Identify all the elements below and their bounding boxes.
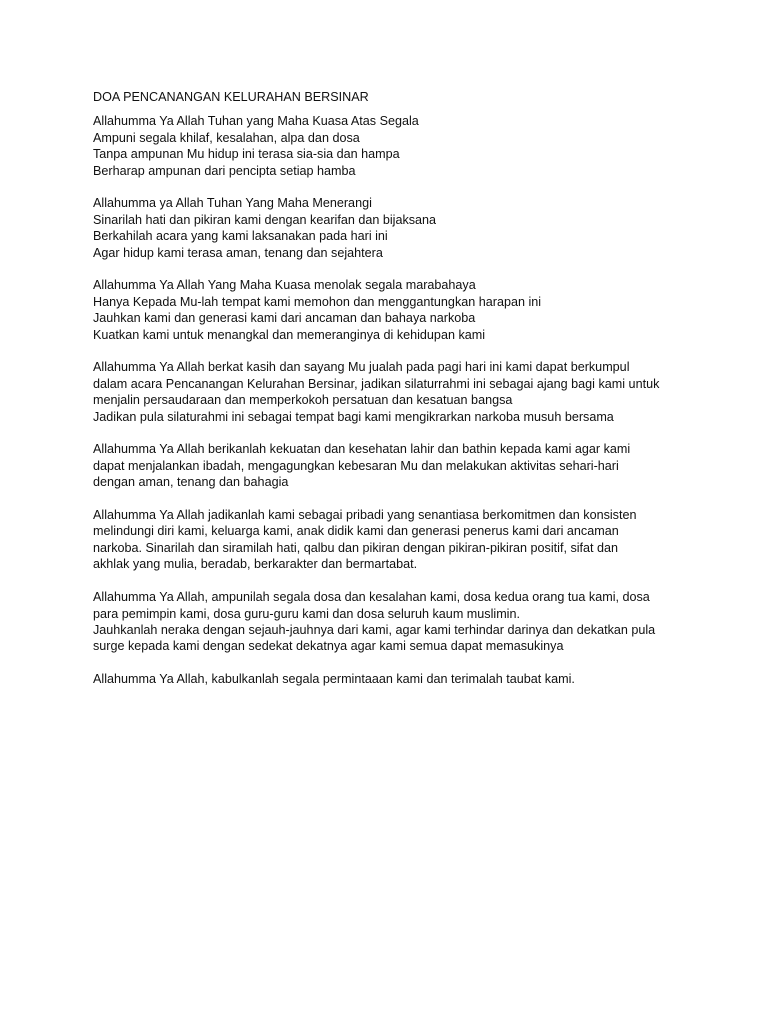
stanza-line: Berharap ampunan dari pencipta setiap hamba: [93, 163, 356, 178]
stanza-line: Agar hidup kami terasa aman, tenang dan sejahtera: [93, 245, 383, 260]
stanza-line: Allahumma Ya Allah berikanlah kekuatan dan kesehatan lahir dan bathin kepada kami agar kami: [93, 442, 631, 457]
document-title: DOA PENCANANGAN KELURAHAN BERSINAR: [93, 90, 369, 104]
stanza-7: [93, 589, 693, 655]
stanza-4: [93, 359, 693, 425]
stanza-line: Allahumma Ya Allah berkat kasih dan sayang Mu jualah pada pagi hari ini kami dapat berkumpul: [93, 360, 630, 375]
stanza-1: [93, 113, 693, 179]
stanza-line: Berkahilah acara yang kami laksanakan pada hari ini: [93, 229, 388, 244]
stanza-5: [93, 441, 693, 490]
stanza-line: dengan aman, tenang dan bahagia: [93, 475, 289, 490]
stanza-line: Allahumma ya Allah Tuhan Yang Maha Menerangi: [93, 196, 372, 211]
stanza-line: Allahumma Ya Allah Tuhan yang Maha Kuasa Atas Segala: [93, 114, 419, 129]
stanza-line: Jadikan pula silaturahmi ini sebagai tempat bagi kami mengikrarkan narkoba musuh bersama: [93, 409, 614, 424]
stanza-line: Jauhkan kami dan generasi kami dari ancaman dan bahaya narkoba: [93, 311, 476, 326]
stanza-line: Allahumma Ya Allah jadikanlah kami sebagai pribadi yang senantiasa berkomitmen dan konsisten: [93, 508, 637, 523]
stanza-line: Ampuni segala khilaf, kesalahan, alpa dan dosa: [93, 130, 360, 145]
stanza-3: [93, 277, 693, 343]
stanza-line: Allahumma Ya Allah, kabulkanlah segala permintaaan kami dan terimalah taubat kami.: [93, 672, 575, 687]
stanza-line: dalam acara Pencanangan Kelurahan Bersinar, jadikan silaturrahmi ini sebagai ajang bagi kami untuk: [93, 376, 660, 391]
stanza-line: Hanya Kepada Mu-lah tempat kami memohon dan menggantungkan harapan ini: [93, 294, 542, 309]
stanza-6: [93, 507, 693, 573]
stanza-line: Sinarilah hati dan pikiran kami dengan kearifan dan bijaksana: [93, 212, 437, 227]
stanza-line: narkoba. Sinarilah dan siramilah hati, qalbu dan pikiran dengan pikiran-pikiran positif, sifat dan: [93, 540, 619, 555]
stanza-list: [93, 113, 693, 687]
stanza-line: melindungi diri kami, keluarga kami, anak didik kami dan generasi penerus kami dari ancaman: [93, 524, 619, 539]
stanza-line: Allahumma Ya Allah, ampunilah segala dosa dan kesalahan kami, dosa kedua orang tua kami, dosa: [93, 590, 650, 605]
stanza-8: [93, 671, 693, 687]
document-content: [93, 89, 693, 704]
stanza-line: dapat menjalankan ibadah, mengagungkan kebesaran Mu dan melakukan aktivitas sehari-hari: [93, 458, 619, 473]
stanza-line: Kuatkan kami untuk menangkal dan memeranginya di kehidupan kami: [93, 327, 486, 342]
stanza-line: para pemimpin kami, dosa guru-guru kami dan dosa seluruh kaum muslimin.: [93, 606, 520, 621]
stanza-2: [93, 195, 693, 261]
stanza-line: menjalin persaudaraan dan memperkokoh persatuan dan kesatuan bangsa: [93, 393, 513, 408]
stanza-line: Jauhkanlah neraka dengan sejauh-jauhnya dari kami, agar kami terhindar darinya dan dekatkan pula: [93, 622, 656, 637]
stanza-line: akhlak yang mulia, beradab, berkarakter dan bermartabat.: [93, 557, 418, 572]
stanza-line: Allahumma Ya Allah Yang Maha Kuasa menolak segala marabahaya: [93, 278, 476, 293]
stanza-line: Tanpa ampunan Mu hidup ini terasa sia-sia dan hampa: [93, 147, 400, 162]
stanza-line: surge kepada kami dengan sedekat dekatnya agar kami semua dapat memasukinya: [93, 639, 564, 654]
